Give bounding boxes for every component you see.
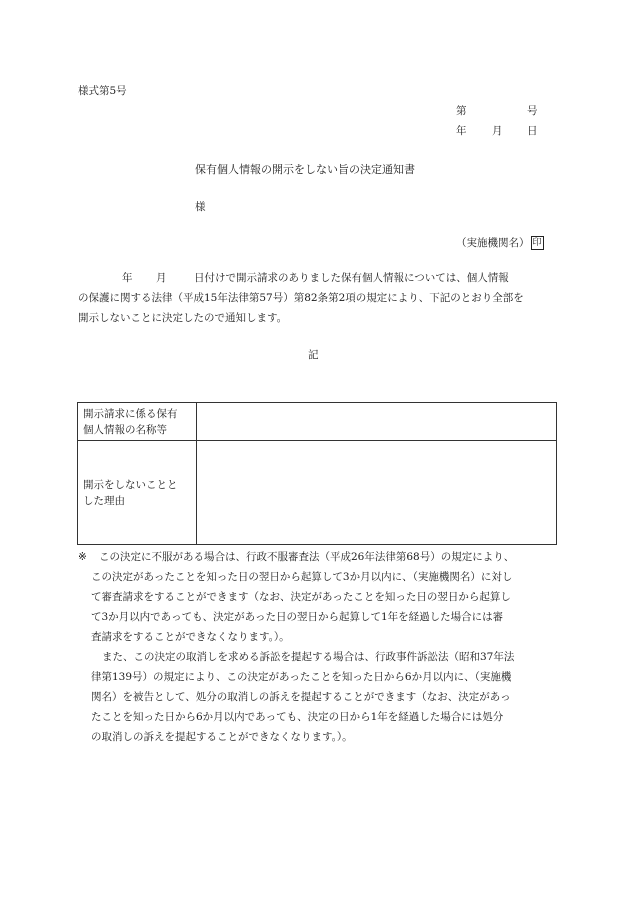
issuer — [456, 236, 544, 250]
date-month: 月 — [492, 125, 503, 137]
label-line: した理由 — [83, 494, 125, 507]
note-paragraph-appeal — [78, 547, 558, 647]
note-line: 律第139号）の規定により、この決定があったことを知った日から6か月以内に、（実施機 — [91, 671, 512, 683]
addressee-suffix: 様 — [195, 201, 206, 213]
label-line: 開示請求に係る保有 — [83, 407, 178, 420]
document-number-dai: 第 — [456, 105, 467, 117]
table-row — [78, 403, 557, 441]
note-line: この決定があったことを知った日の翌日から起算して3か月以内に、（実施機関名）に対し — [91, 571, 513, 583]
note-line: の取消しの訴えを提起することができなくなります。）。 — [91, 731, 353, 743]
notes — [78, 547, 558, 747]
body-line-3: 開示しないことに決定したので通知します。 — [78, 312, 288, 324]
note-line: たことを知った日から6か月以内であっても、決定の日から1年を経過した場合には処分 — [91, 711, 504, 723]
table-label-reason — [78, 441, 197, 545]
body-line-1-text: 日付けで開示請求のありました保有個人情報については、個人情報 — [194, 272, 509, 284]
date-day: 日 — [527, 125, 538, 137]
body-line-1 — [78, 268, 556, 288]
note-mark: ※ — [78, 551, 87, 563]
ki-heading: 記 — [308, 349, 319, 361]
note-line: て3か月以内であっても、決定があった日の翌日から起算して1年を経過した場合には審 — [91, 611, 504, 623]
decision-table — [77, 402, 557, 545]
body-year: 年 — [122, 272, 133, 284]
table-label-personal-info — [78, 403, 197, 441]
note-line: 査請求をすることができなくなります。）。 — [91, 631, 290, 643]
date-year: 年 — [456, 125, 467, 137]
label-line: 個人情報の名称等 — [83, 423, 167, 436]
table-value-reason — [197, 441, 557, 545]
note-line: この決定に不服がある場合は、行政不服審査法（平成26年法律第68号）の規定により、 — [99, 551, 515, 563]
issuer-label: （実施機関名） — [456, 237, 530, 249]
label-line: 開示をしないことと — [83, 478, 178, 491]
note-paragraph-lawsuit — [78, 647, 558, 747]
document-title: 保有個人情報の開示をしない旨の決定通知書 — [195, 163, 415, 176]
document-number-go: 号 — [527, 105, 538, 117]
table-value-personal-info — [197, 403, 557, 441]
note-line: て審査請求をすることができます（なお、決定があったことを知った日の翌日から起算し — [91, 591, 511, 603]
body-month: 月 — [156, 272, 167, 284]
note-line: また、この決定の取消しを求める訴訟を提起する場合は、行政事件訴訟法（昭和37年法 — [102, 651, 515, 663]
body-line-2: の保護に関する法律（平成15年法律第57号）第82条第2項の規定により、下記のとおり全部を — [78, 292, 524, 304]
seal-box: 印 — [532, 238, 542, 248]
table-row — [78, 441, 557, 545]
notification-body — [78, 268, 556, 328]
form-number: 様式第5号 — [78, 85, 127, 97]
note-line: 関名）を被告として、処分の取消しの訴えを提起することができます（なお、決定があっ — [91, 691, 511, 703]
